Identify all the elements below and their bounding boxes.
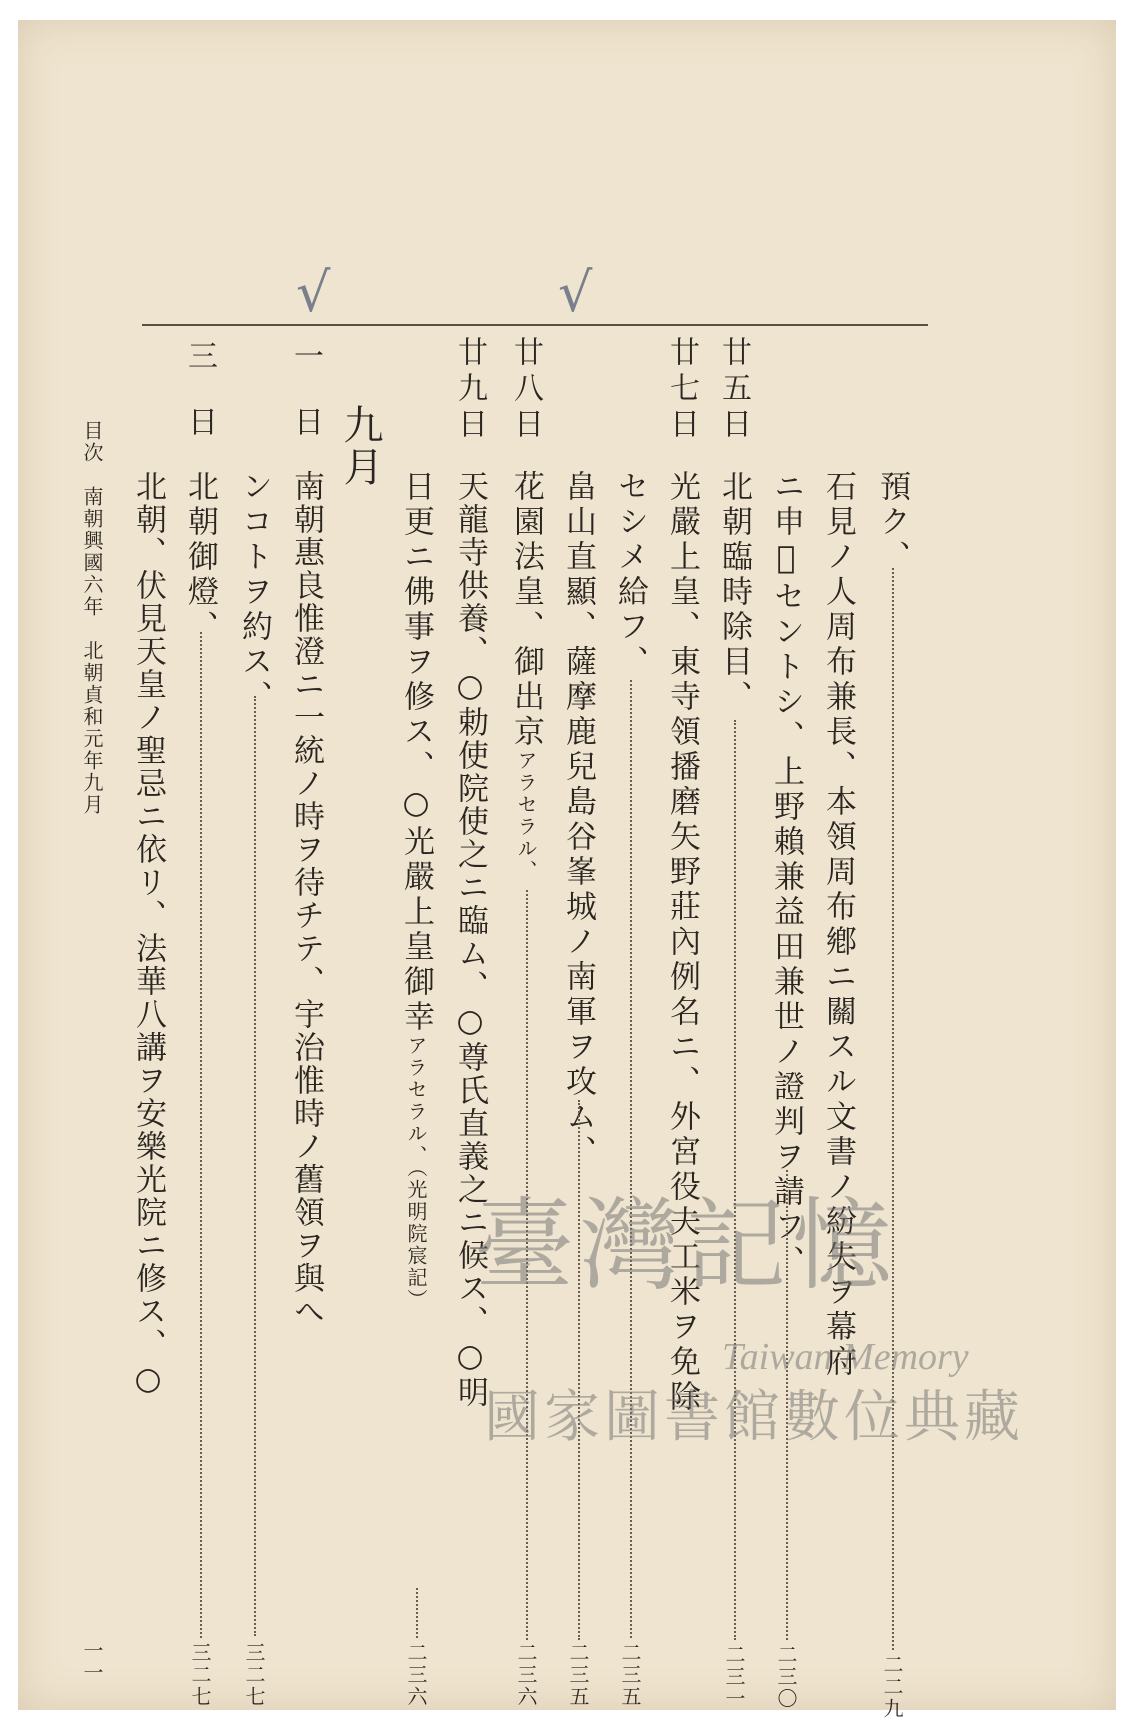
- folio-number: 一一: [80, 1640, 104, 1684]
- watermark-chinese: 臺灣記憶: [474, 1187, 898, 1304]
- page-number: 三二七: [242, 1642, 266, 1708]
- page-number: 二二九: [880, 1654, 904, 1720]
- entry-text: 北朝臨時除目、: [716, 470, 752, 715]
- watermark-english: Taiwan Memory: [722, 1336, 969, 1378]
- page-number: 二三六: [514, 1642, 538, 1708]
- entry-text: 北朝御燈、: [182, 470, 218, 645]
- entry-kana: アラセラル、: [514, 750, 538, 882]
- entry-day: 廿九日: [452, 336, 487, 444]
- page-number: 二三六: [404, 1642, 428, 1708]
- entry-day: 廿七日: [664, 336, 699, 444]
- page-number: 二三〇: [774, 1644, 798, 1710]
- document-page: [18, 20, 1116, 1720]
- entry-text: 北朝、伏見天皇ノ聖忌ニ依リ、法華八講ヲ安樂光院ニ修ス、○: [130, 470, 166, 1399]
- leader-dots: [578, 1100, 580, 1640]
- check-mark: √: [558, 261, 593, 324]
- leader-dots: [892, 568, 894, 1650]
- entry-main: 花園法皇、御出京: [508, 470, 544, 750]
- entry-day: 三日: [182, 340, 217, 472]
- entry-text: ンコトヲ約ス、: [236, 470, 272, 715]
- check-mark: √: [296, 261, 331, 324]
- leader-dots: [200, 632, 202, 1638]
- leader-dots: [254, 696, 256, 1636]
- entry-day: 廿五日: [716, 336, 751, 444]
- page-number: 三二七: [188, 1642, 212, 1708]
- month-heading: 九月: [337, 404, 383, 488]
- leader-dots: [734, 720, 736, 1640]
- entry-text: 天龍寺供養、○勅使院使之ニ臨ム、○尊氏直義之ニ候ス、○明: [452, 470, 488, 1409]
- header-rule: [142, 324, 928, 326]
- entry-main: 日更ニ佛事ヲ修ス、○光嚴上皇御幸: [398, 470, 434, 1035]
- entry-text: 預ク、: [874, 470, 910, 575]
- entry-text: [508, 470, 544, 882]
- entry-source: （光明院宸記）: [404, 1167, 428, 1311]
- entry-day: 廿八日: [508, 336, 543, 444]
- entry-text: 石見ノ人周布兼長、本領周布鄕ニ關スル文書ノ紛失ヲ幕府: [820, 470, 856, 1380]
- entry-text: ニ申𢈍セントシ、上野賴兼益田兼世ノ證判ヲ請フ、: [768, 470, 804, 1280]
- watermark-library: 國家圖書館數位典藏: [484, 1385, 1024, 1450]
- running-head: 目次 南朝興國六年 北朝貞和元年九月: [80, 420, 104, 816]
- entry-text: セシメ給フ、: [612, 470, 648, 680]
- entry-text: [398, 470, 434, 1311]
- entry-kana: アラセラル、: [404, 1035, 428, 1167]
- page-number: 二三一: [722, 1644, 746, 1710]
- page-number: 二三五: [566, 1642, 590, 1708]
- entry-text: 畠山直顯、薩摩鹿兒島谷峯城ノ南軍ヲ攻ム、: [560, 470, 596, 1170]
- entry-text: 南朝惠良惟澄ニ一統ノ時ヲ待チテ、宇治惟時ノ舊領ヲ與へ: [288, 470, 324, 1328]
- leader-dots: [416, 1588, 418, 1638]
- leader-dots: [630, 680, 632, 1638]
- page-number: 二三五: [618, 1642, 642, 1708]
- entry-day: 一日: [288, 340, 323, 472]
- entry-text: 光嚴上皇、東寺領播磨矢野莊內例名ニ、外宮役夫工米ヲ免除: [664, 470, 700, 1415]
